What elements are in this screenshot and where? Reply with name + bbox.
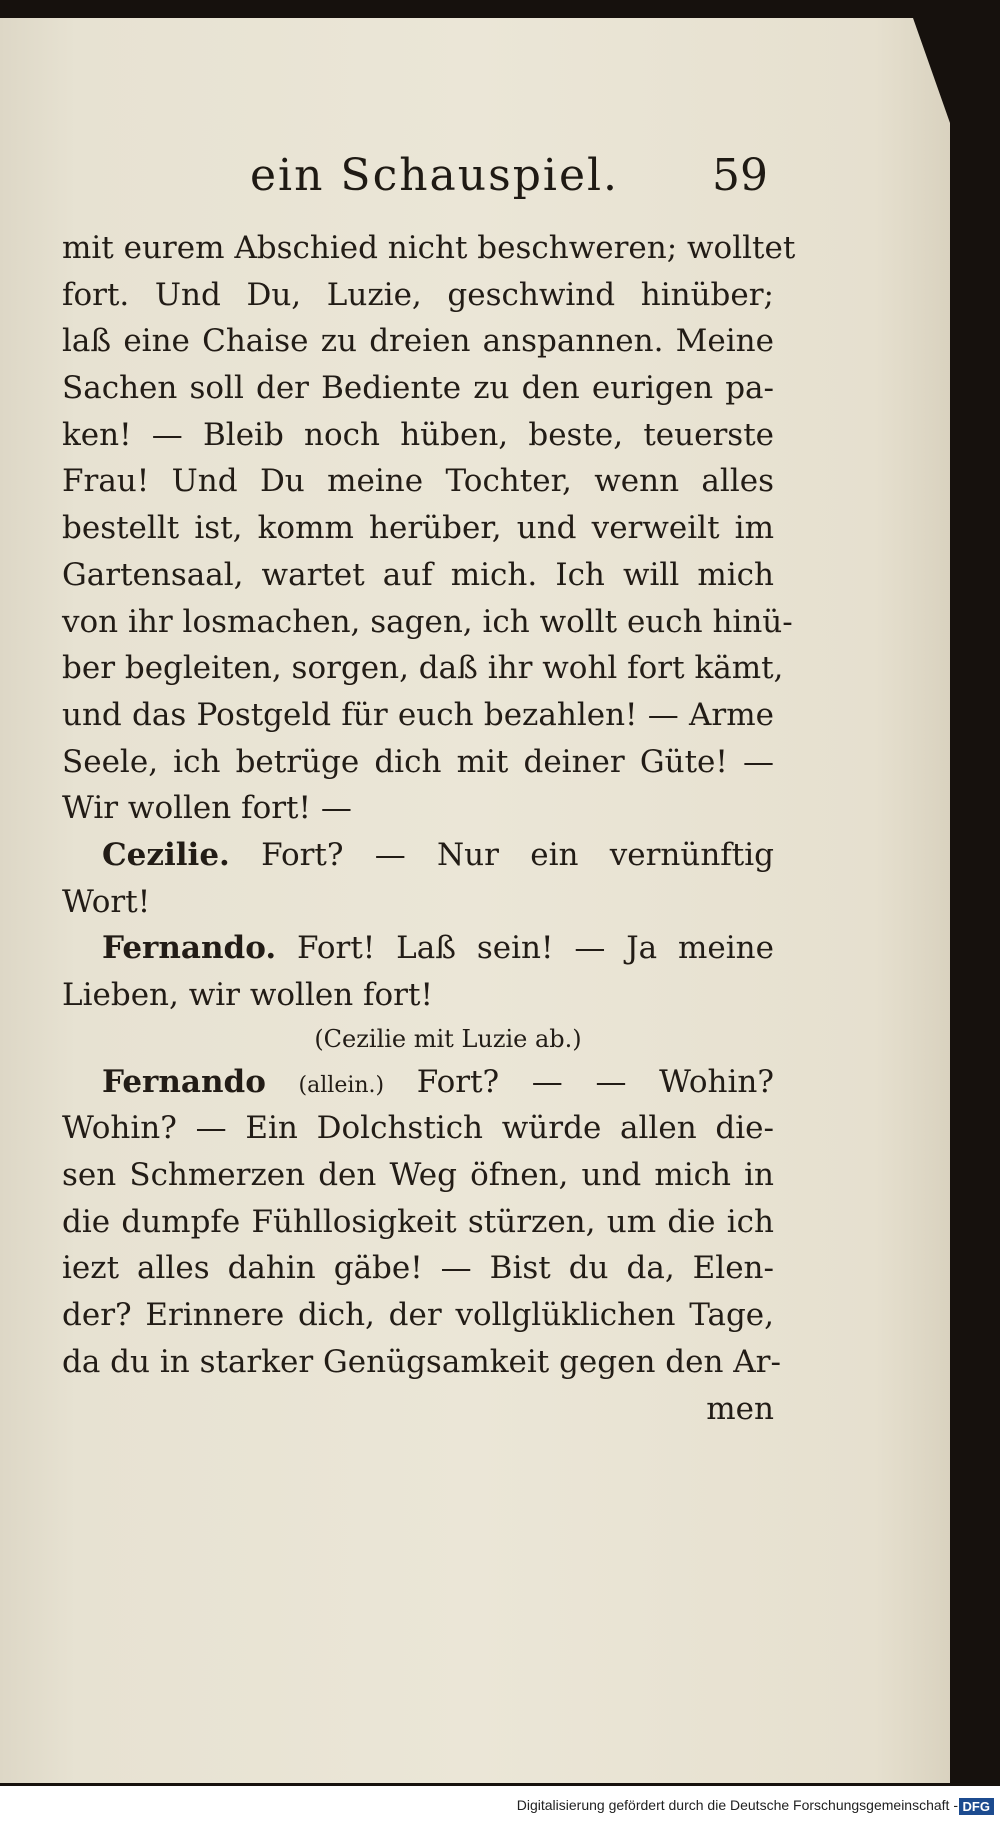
text-line: laß eine Chaise zu dreien anspannen. Meine <box>62 323 774 360</box>
catchword: men <box>706 1390 774 1427</box>
text-line: der? Erinnere dich, der vollglüklichen Tage, <box>62 1297 774 1334</box>
text-line: mit eurem Abschied nicht beschweren; wolltet <box>62 230 796 266</box>
text-line: Gartensaal, wartet auf mich. Ich will mich <box>62 556 774 593</box>
text-line: ber begleiten, sorgen, daß ihr wohl fort kämt, <box>62 650 784 687</box>
stage-direction: (Cezilie mit Luzie ab.) <box>314 1024 582 1053</box>
text-line: sen Schmerzen den Weg öfnen, und mich in <box>62 1157 774 1194</box>
speaker-name: Fernando <box>102 1063 266 1100</box>
text-line: von ihr losmachen, sagen, ich wollt euch hinü- <box>62 603 793 640</box>
speech-text: Fort? — Nur ein vernünftig <box>261 836 774 873</box>
text-line: Wir wollen fort! — <box>62 790 352 827</box>
speech-cezilie <box>62 832 774 879</box>
text-line: fort. Und Du, Luzie, geschwind hinüber; <box>62 276 774 313</box>
footer-bar <box>0 1786 1000 1822</box>
text-line: bestellt ist, komm herüber, und verweilt im <box>62 510 774 547</box>
speech-text: Fort! Laß sein! — Ja meine <box>297 930 774 967</box>
text-line: die dumpfe Fühllosigkeit stürzen, um die ich <box>62 1203 774 1240</box>
speech-fernando <box>62 925 774 972</box>
dfg-logo: DFG <box>959 1798 994 1815</box>
text-line: Frau! Und Du meine Tochter, wenn alles <box>62 463 774 500</box>
body-text <box>62 225 796 1432</box>
text-line: Lieben, wir wollen fort! <box>62 977 433 1013</box>
text-line: Sachen soll der Bediente zu den eurigen pa- <box>62 370 774 407</box>
text-line: Wohin? — Ein Dolchstich würde allen die- <box>62 1110 774 1147</box>
aside: (allein.) <box>298 1072 385 1098</box>
running-title: ein Schauspiel. <box>250 150 620 201</box>
text-line: Seele, ich betrüge dich mit deiner Güte! — <box>62 743 774 780</box>
speaker-name: Fernando. <box>102 930 277 967</box>
page-header <box>0 150 1000 210</box>
speech-text: Fort? — — Wohin? <box>416 1063 774 1100</box>
speech-fernando-alone <box>62 1059 774 1106</box>
text-line: und das Postgeld für euch bezahlen! — Arme <box>62 696 774 733</box>
speaker-name: Cezilie. <box>102 836 230 873</box>
text-line: Wort! <box>62 883 151 920</box>
page-number: 59 <box>712 150 768 201</box>
text-line: da du in starker Genügsamkeit gegen den Ar- <box>62 1343 781 1380</box>
funding-credit: Digitalisierung gefördert durch die Deutsche Forschungsgemeinschaft - <box>516 1797 958 1813</box>
text-line: iezt alles dahin gäbe! — Bist du da, Elen- <box>62 1250 774 1287</box>
text-line: ken! — Bleib noch hüben, beste, teuerste <box>62 416 774 453</box>
